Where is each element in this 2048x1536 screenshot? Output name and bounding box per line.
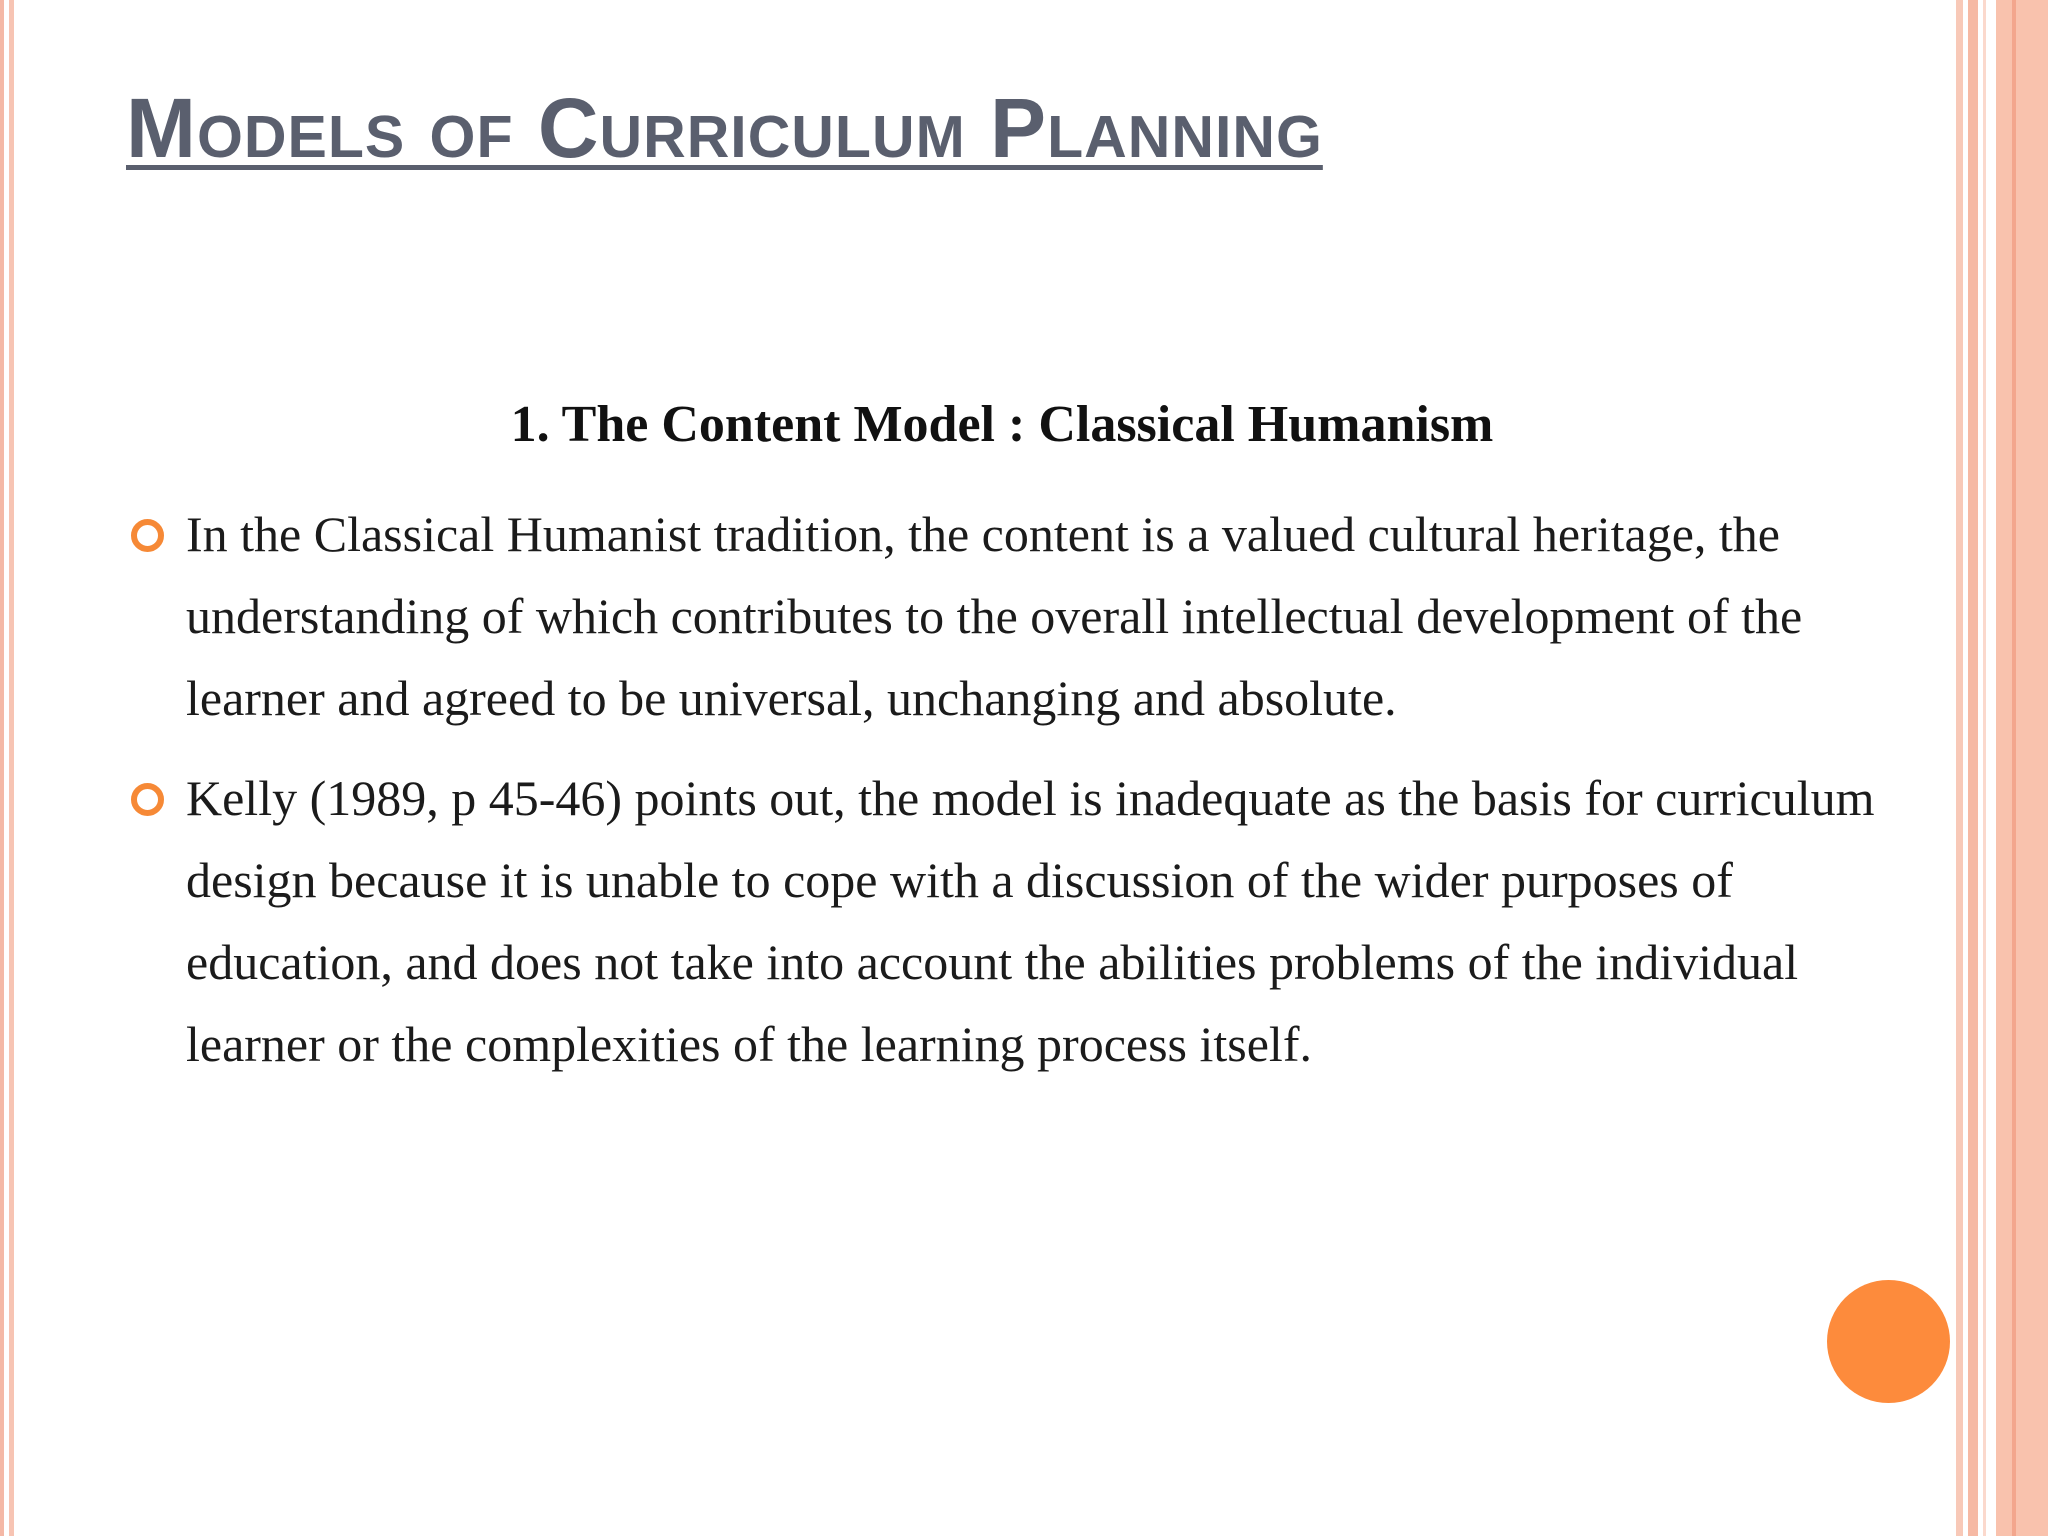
section-subheading-text: 1. The Content Model : Classical Humanism [510,396,1494,453]
right-border-band [1996,0,2048,1536]
left-border-stripe [9,0,14,1536]
bullet-list [186,493,1936,1103]
right-border-stripe [1956,0,1963,1536]
slide-title: Models of Curriculum Planning [126,81,1323,175]
bullet-text: Kelly (1989, p 45-46) points out, the model is inadequate as the basis for curriculum design because it is unable to cope with a discussion of the wider purposes of education, and does not take into account the abilities problems of the individual learner or the complexities of the learning process itself. [186,770,1875,1072]
right-border-stripe [1968,0,1978,1536]
hollow-circle-bullet-icon [131,519,164,552]
orange-circle-decoration [1827,1280,1950,1403]
left-border-stripe [0,0,4,1536]
bullet-text: In the Classical Humanist tradition, the content is a valued cultural heritage, the understanding of which contributes to the overall intellectual development of the learner and agreed to be universal, unchanging and absolute. [186,506,1803,726]
bullet-item [186,757,1936,1085]
right-border-stripe [1983,0,1986,1536]
right-border-stripe [2012,0,2016,1536]
bullet-item [186,493,1936,739]
section-subheading [0,395,2048,455]
hollow-circle-bullet-icon [131,783,164,816]
